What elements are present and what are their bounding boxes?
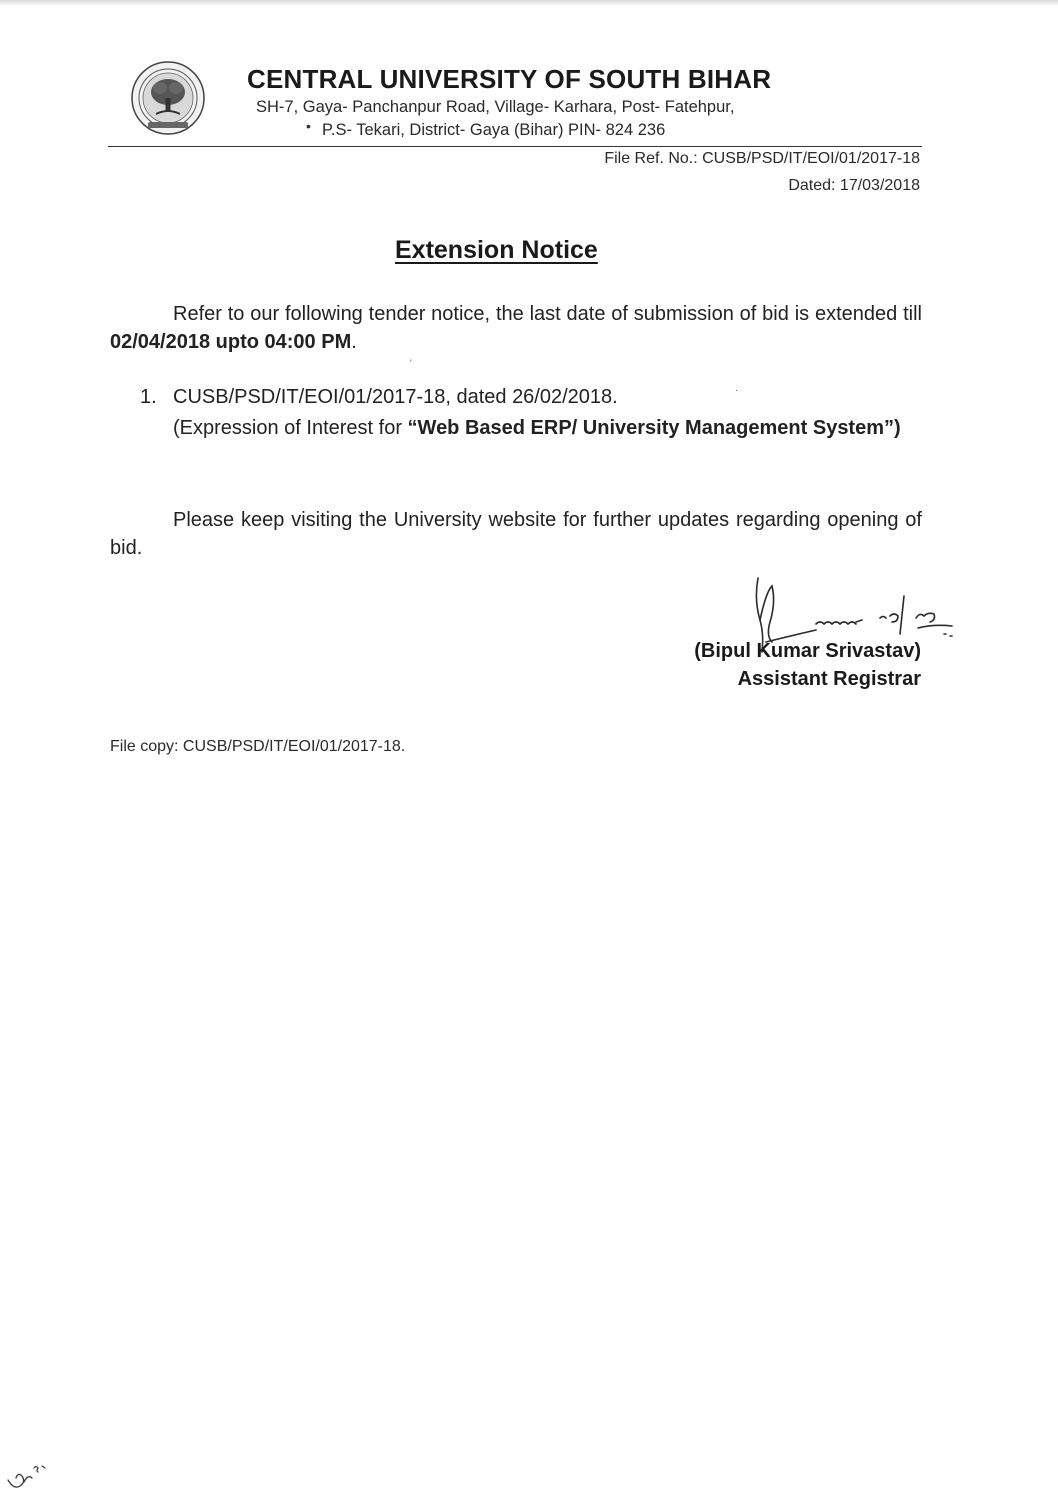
file-copy-reference: File copy: CUSB/PSD/IT/EOI/01/2017-18.: [110, 738, 406, 755]
tender-reference: CUSB/PSD/IT/EOI/01/2017-18, dated 26/02/2018.: [173, 386, 618, 408]
tender-title: “Web Based ERP/ University Management System”): [407, 417, 901, 439]
list-item: [140, 383, 922, 411]
paragraph-extension-end: .: [351, 331, 357, 353]
paragraph-extension: [110, 300, 922, 356]
scan-speck: ': [410, 358, 412, 368]
scan-top-edge: [0, 0, 1058, 6]
university-emblem-icon: [128, 60, 208, 136]
paragraph-updates-text: Please keep visiting the University website for further updates regarding opening of bid.: [110, 509, 922, 559]
paragraph-updates: [110, 506, 922, 562]
scan-speck: •: [306, 118, 311, 134]
extended-deadline: 02/04/2018 upto 04:00 PM: [110, 331, 352, 353]
signatory-designation: Assistant Registrar: [737, 668, 921, 690]
tender-list: [140, 383, 922, 444]
tender-description: [173, 413, 922, 444]
paragraph-extension-text: Refer to our following tender notice, the last date of submission of bid is extended till: [173, 303, 922, 325]
notice-date: Dated: 17/03/2018: [788, 177, 920, 194]
corner-pen-mark-icon: [6, 1460, 52, 1494]
university-name: CENTRAL UNIVERSITY OF SOUTH BIHAR: [247, 64, 772, 94]
tender-description-prefix: (Expression of Interest for: [173, 417, 408, 439]
address-line-2: P.S- Tekari, District- Gaya (Bihar) PIN- 824 236: [322, 121, 666, 139]
file-reference: File Ref. No.: CUSB/PSD/IT/EOI/01/2017-18: [604, 150, 920, 167]
notice-title: Extension Notice: [395, 236, 598, 264]
scan-speck: ·: [735, 385, 738, 395]
list-item-number: 1.: [140, 386, 157, 408]
signatory-name: (Bipul Kumar Srivastav): [694, 640, 921, 662]
address-line-1: SH-7, Gaya- Panchanpur Road, Village- Karhara, Post- Fatehpur,: [256, 98, 735, 116]
header-divider: [108, 146, 922, 147]
